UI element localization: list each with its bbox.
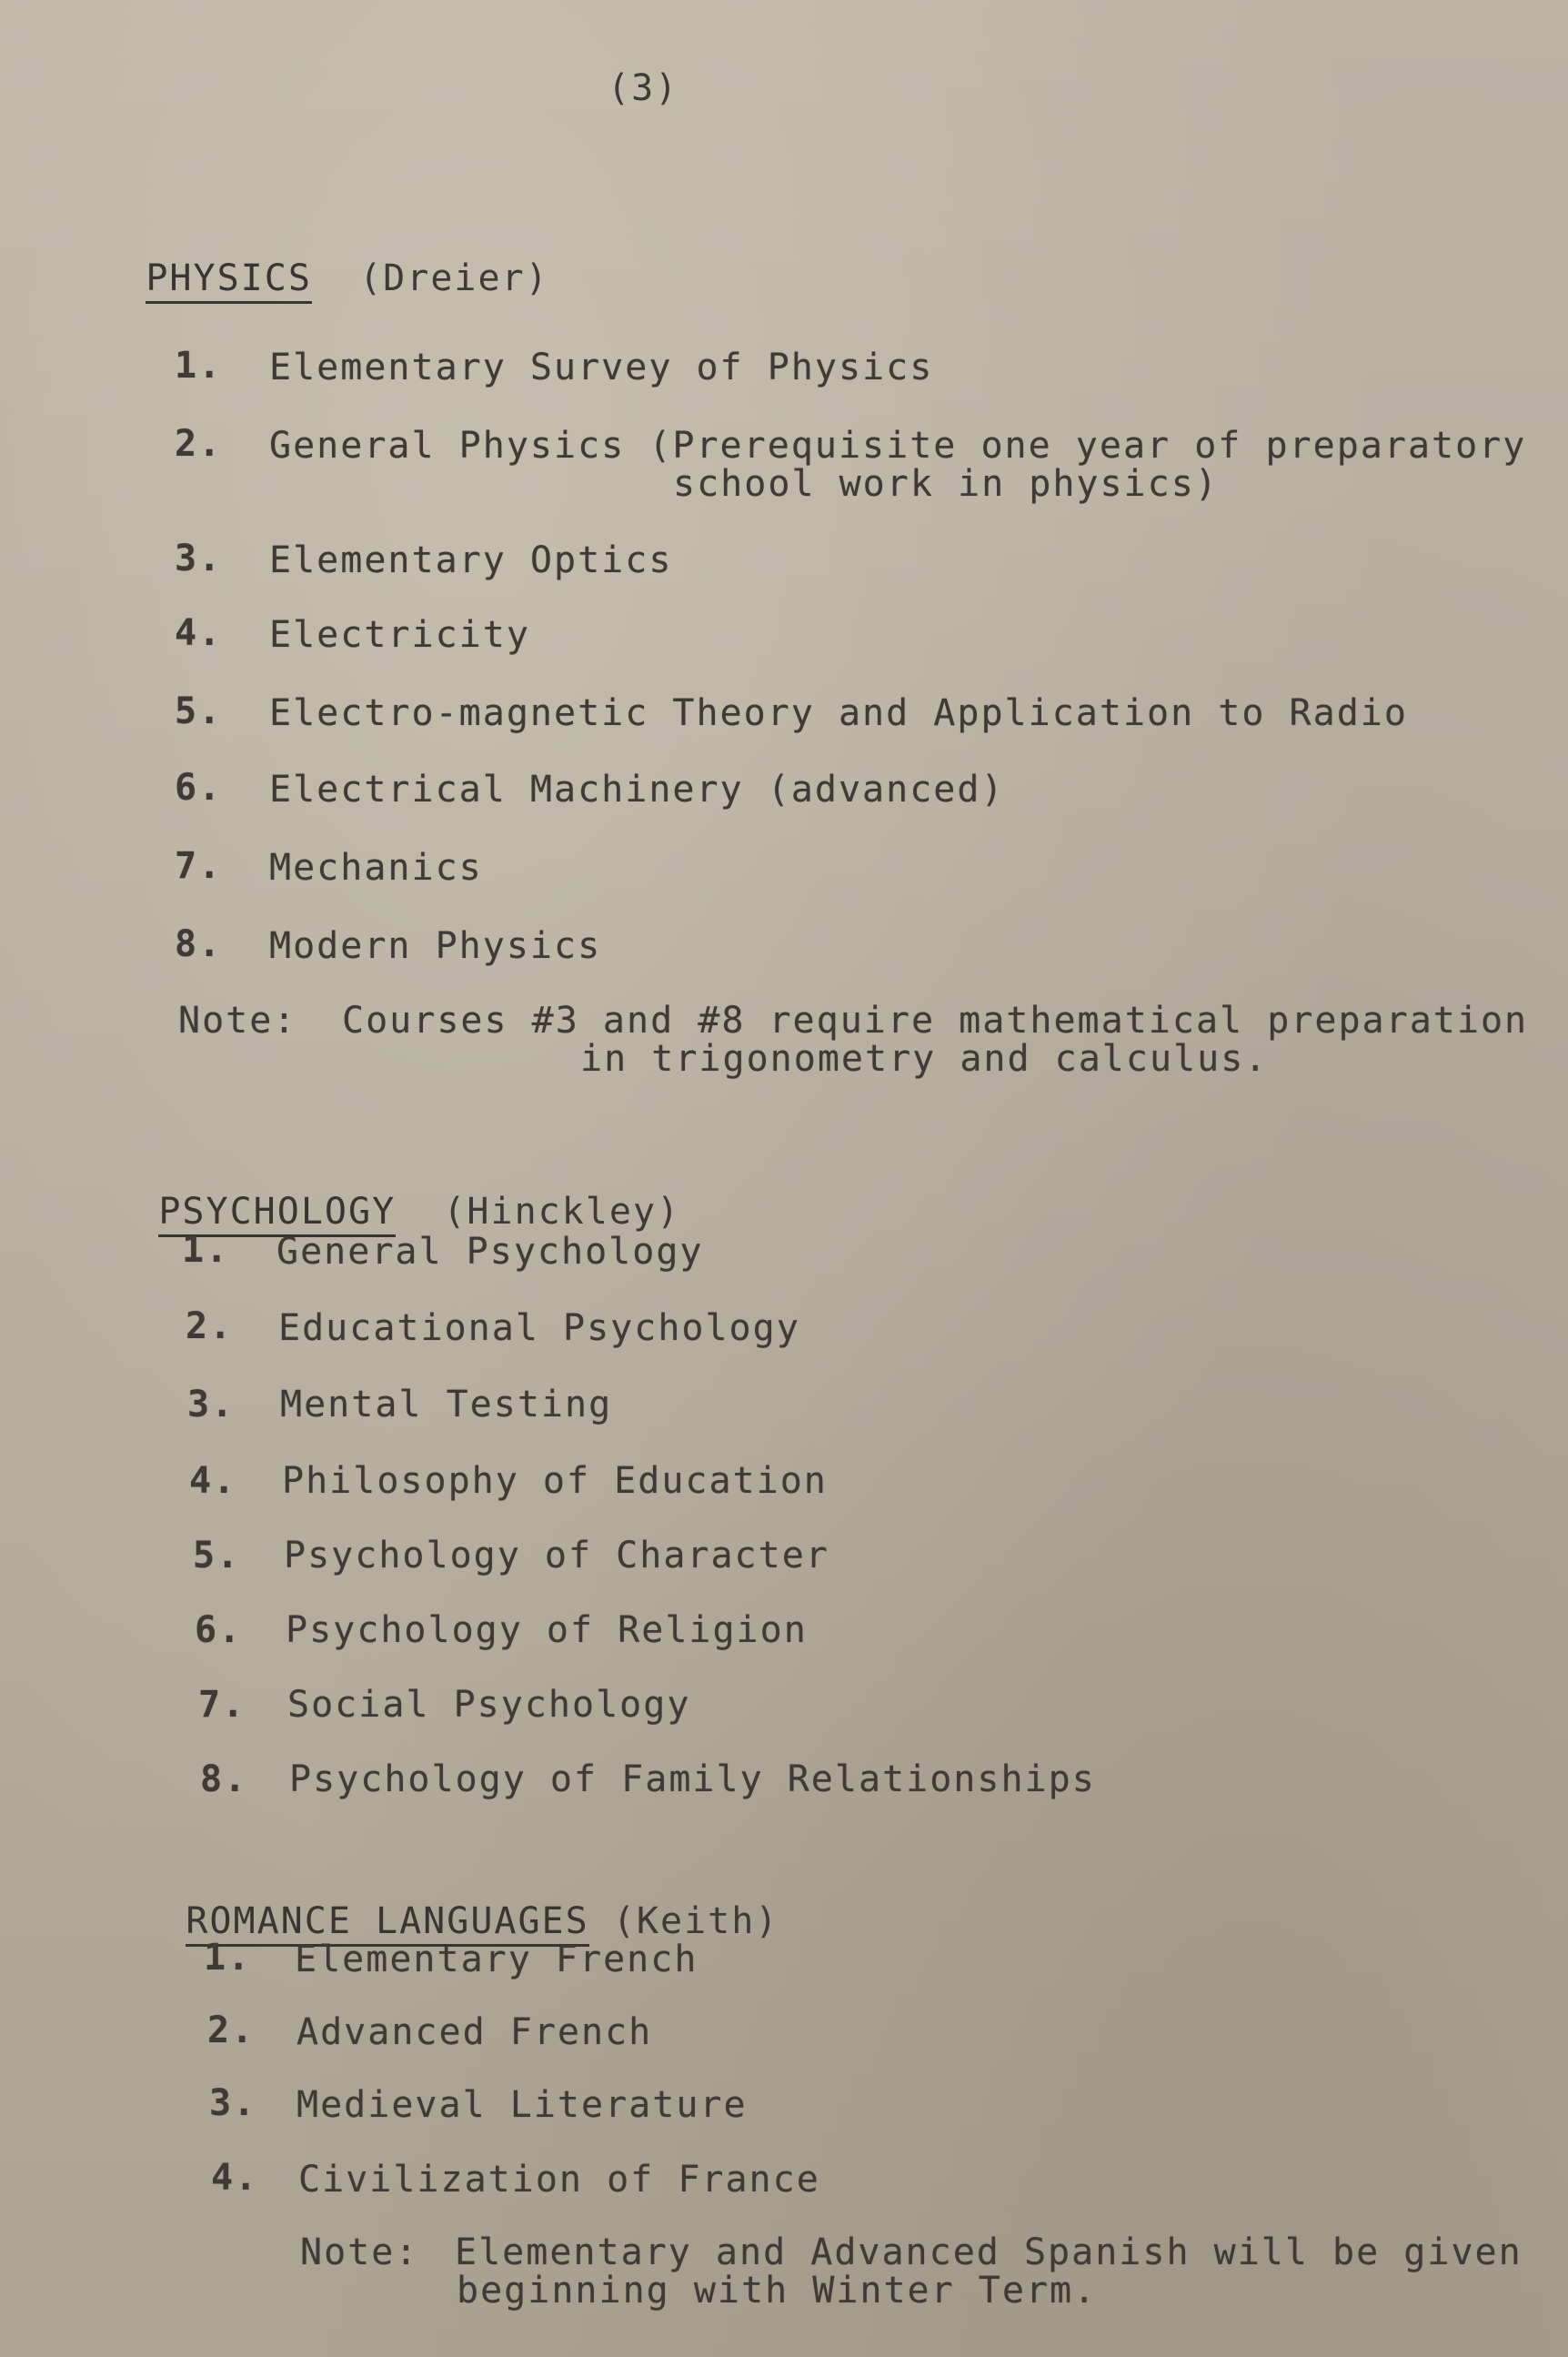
course-title: Elementary Survey of Physics bbox=[269, 347, 934, 388]
section-heading: ROMANCE LANGUAGES bbox=[186, 1900, 588, 1947]
section-instructor: (Hinckley) bbox=[443, 1191, 681, 1233]
course-number: 2. bbox=[207, 2009, 256, 2051]
course-number: 8. bbox=[200, 1758, 248, 1800]
course-title: Civilization of France bbox=[298, 2159, 820, 2201]
course-title: Philosophy of Education bbox=[282, 1460, 828, 1502]
course-title: Psychology of Religion bbox=[286, 1609, 808, 1651]
course-number: 5. bbox=[175, 690, 223, 732]
course-title: Advanced French bbox=[297, 2011, 653, 2053]
section-instructor: (Dreier) bbox=[359, 257, 549, 299]
course-title: Elementary French bbox=[295, 1939, 699, 1980]
section-physics-header bbox=[51, 218, 549, 338]
course-number: 1. bbox=[182, 1229, 230, 1271]
course-number: 4. bbox=[175, 612, 223, 654]
page-number: (3) bbox=[608, 67, 679, 109]
course-title: Mechanics bbox=[269, 847, 483, 889]
course-title: Educational Psychology bbox=[278, 1307, 800, 1349]
course-number: 3. bbox=[187, 1384, 236, 1425]
course-title: Electro-magnetic Theory and Application to Radio bbox=[269, 692, 1408, 734]
course-number: 1. bbox=[204, 1937, 252, 1979]
note-label: Note: bbox=[300, 2231, 419, 2273]
section-heading: PHYSICS bbox=[146, 257, 312, 304]
course-title: Psychology of Character bbox=[284, 1535, 829, 1576]
course-title: Electrical Machinery (advanced) bbox=[269, 769, 1005, 811]
course-number: 1. bbox=[175, 345, 223, 387]
course-number: 7. bbox=[175, 845, 223, 887]
note-text-continuation: in trigonometry and calculus. bbox=[580, 1038, 1269, 1080]
course-number: 4. bbox=[189, 1460, 237, 1502]
course-number: 2. bbox=[175, 423, 223, 465]
course-number: 3. bbox=[175, 538, 223, 579]
note-text-continuation: beginning with Winter Term. bbox=[457, 2270, 1098, 2312]
course-number: 6. bbox=[195, 1609, 243, 1651]
course-title: Elementary Optics bbox=[269, 539, 673, 581]
course-title: Social Psychology bbox=[287, 1684, 691, 1726]
course-number: 3. bbox=[209, 2082, 257, 2124]
section-heading: PSYCHOLOGY bbox=[158, 1191, 396, 1237]
course-title: Electricity bbox=[269, 614, 530, 656]
note-label: Note: bbox=[178, 1000, 297, 1042]
course-title: Medieval Literature bbox=[297, 2084, 748, 2126]
note-text: Courses #3 and #8 require mathematical preparation bbox=[342, 1000, 1529, 1042]
course-number: 8. bbox=[175, 923, 223, 965]
course-title: General Psychology bbox=[276, 1231, 704, 1273]
course-title: General Physics (Prerequisite one year of preparatory bbox=[269, 425, 1527, 467]
course-number: 4. bbox=[211, 2157, 259, 2199]
section-instructor: (Keith) bbox=[612, 1900, 779, 1942]
course-number: 2. bbox=[186, 1305, 234, 1347]
course-title: Modern Physics bbox=[269, 925, 602, 967]
course-number: 7. bbox=[198, 1684, 246, 1726]
course-title: Psychology of Family Relationships bbox=[289, 1758, 1096, 1800]
course-number: 5. bbox=[193, 1535, 241, 1576]
course-title-continuation: school work in physics) bbox=[673, 463, 1219, 505]
course-number: 6. bbox=[175, 767, 223, 809]
course-title: Mental Testing bbox=[280, 1384, 613, 1425]
note-text: Elementary and Advanced Spanish will be given bbox=[455, 2231, 1523, 2273]
